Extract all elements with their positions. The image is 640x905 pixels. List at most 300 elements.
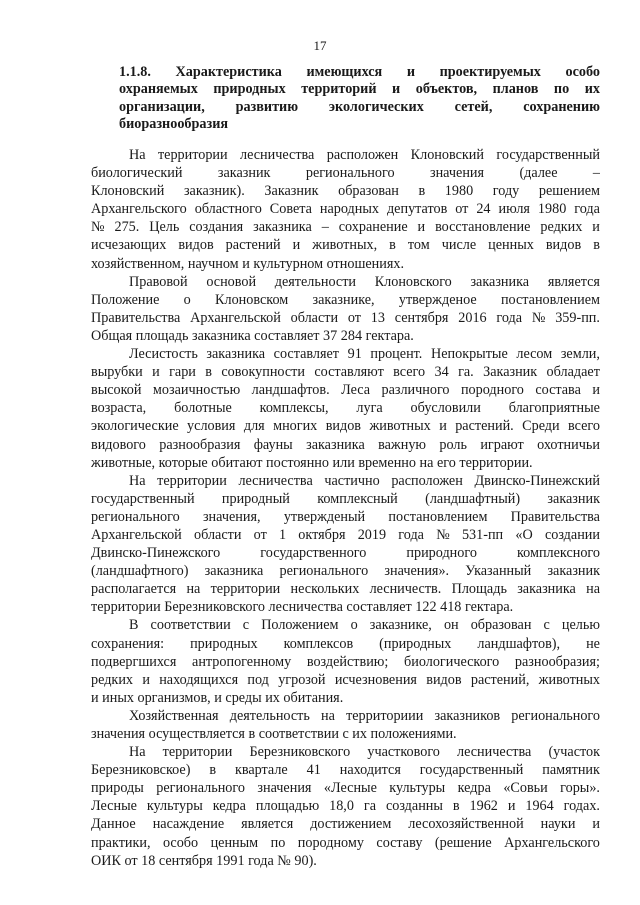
word: практики, (91, 834, 151, 851)
word: значения (429, 165, 485, 182)
word: государственного (260, 545, 367, 562)
word: октября (298, 526, 346, 543)
word: возраста, (91, 400, 147, 417)
word: (далее (519, 165, 558, 182)
word: № (436, 526, 450, 543)
paragraph (91, 616, 600, 706)
word: особо (565, 64, 600, 80)
word: годах. (563, 798, 600, 815)
word: На (129, 147, 146, 163)
word: областного (194, 201, 262, 218)
text-line (91, 761, 600, 779)
word: природного (406, 545, 477, 562)
word: культуры (146, 798, 203, 815)
word: области (290, 309, 339, 326)
word: года (574, 201, 600, 218)
word: лесничества (457, 744, 532, 761)
word: государственный (419, 762, 524, 779)
word: области (194, 526, 242, 543)
word: в (205, 364, 212, 381)
word: Площадь (451, 581, 507, 598)
word: в (418, 183, 426, 200)
text-line (91, 797, 600, 815)
word: ценным (210, 834, 259, 851)
word: Лесистость (129, 346, 198, 363)
word: особо (162, 834, 199, 851)
word: частично (324, 472, 380, 489)
word: значения, (202, 508, 261, 525)
word: 24 (476, 201, 491, 218)
word: Заказник (264, 183, 319, 200)
word: имеющихся (306, 64, 383, 80)
word: природный (221, 490, 290, 507)
word: лесничеств. (369, 581, 442, 598)
word: находящихся (159, 671, 239, 688)
word: организации, (119, 98, 205, 115)
word: образован (338, 183, 399, 200)
word: видов (426, 671, 462, 688)
word: разнообразия; (514, 653, 600, 670)
word: июля (498, 201, 530, 218)
word: № (91, 219, 105, 236)
word: горы». (560, 780, 600, 797)
word: видов (325, 418, 362, 435)
text-line (91, 526, 600, 544)
text-line (91, 291, 600, 309)
text-line: и иных организмов, и среды их обитания. (91, 689, 344, 706)
word: с (242, 617, 250, 634)
word: о (183, 291, 191, 308)
word: заказник (547, 490, 600, 507)
word: для (243, 418, 265, 435)
word: от (455, 201, 469, 218)
word: экологических (328, 98, 424, 115)
word: 91 (347, 346, 362, 363)
word: породного (460, 382, 524, 399)
word: Правовой (129, 273, 188, 290)
word: процент. (370, 346, 423, 363)
text-line (91, 472, 600, 490)
word: на (186, 581, 201, 598)
text-line (91, 218, 600, 236)
word: 2016 (458, 309, 487, 326)
paragraph (91, 743, 600, 870)
word: территории (157, 147, 228, 163)
text-line (91, 635, 600, 653)
word: га. (458, 364, 474, 381)
word: видового (91, 436, 146, 453)
text-line (91, 707, 600, 725)
text-line (91, 273, 600, 291)
word: регионального (511, 707, 600, 724)
word: га (363, 798, 376, 815)
word: мозаичностью (152, 382, 241, 399)
word: природных (190, 635, 258, 652)
text-line: значения осуществляется в соответствии с их положениями. (91, 726, 457, 742)
word: заказника (306, 436, 365, 453)
word: является (547, 273, 600, 290)
word: биологического (404, 653, 500, 670)
word: разнообразия (159, 436, 241, 453)
heading-line (119, 81, 600, 98)
word: охотничьи (537, 436, 600, 453)
word: 275. (114, 219, 140, 236)
word: комплексный (317, 490, 398, 507)
word: фауны (253, 436, 293, 453)
paragraph (91, 146, 600, 273)
word: квартале (234, 762, 288, 779)
text-line: животные, которые обитают постоянно или временно на его территории. (91, 454, 533, 471)
word: Архангельской (91, 526, 182, 543)
word: находится (339, 762, 401, 779)
word: Архангельской (190, 309, 281, 326)
text-line (91, 236, 600, 254)
word: Клоновский (91, 183, 165, 200)
word: созданны (385, 798, 443, 815)
word: угрозой (278, 671, 326, 688)
word: года (496, 309, 523, 326)
word: Двинско-Пинежский (474, 472, 600, 489)
word: всего (568, 418, 600, 435)
word: биологический (91, 165, 183, 182)
word: регионального (305, 165, 395, 182)
word: расположен (391, 472, 463, 489)
word: их (584, 81, 600, 98)
word: состава (535, 382, 581, 399)
paragraph (91, 273, 600, 345)
word: территории (162, 744, 233, 761)
word: природных (213, 81, 286, 98)
word: и (439, 418, 447, 435)
word: Клоновского (374, 273, 452, 290)
word: от (347, 309, 361, 326)
text-line (91, 436, 600, 454)
word: Березниковское) (91, 762, 191, 779)
word: Среди (522, 418, 560, 435)
word: науки (540, 816, 576, 833)
word: лесом (516, 346, 553, 363)
paragraph (91, 472, 600, 617)
paragraph (91, 707, 600, 743)
word: постановлением (500, 291, 600, 308)
word: лесохозяйственной (408, 816, 524, 833)
word: всего (393, 364, 426, 381)
word: (природных (379, 635, 452, 652)
word: Правительства (91, 309, 181, 326)
word: соответствии (150, 617, 231, 634)
word: 1962 (469, 798, 498, 815)
word: и (142, 671, 150, 688)
word: № (531, 309, 546, 326)
text-line (91, 653, 600, 671)
word: Архангельского (91, 201, 187, 218)
word: 2019 (357, 526, 387, 543)
word: на (321, 707, 335, 724)
word: в (593, 237, 600, 254)
word: числе (441, 237, 477, 254)
word: территорий (301, 81, 377, 98)
word: Лесные (91, 798, 137, 815)
word: сентября (394, 309, 449, 326)
word: экологические (91, 418, 179, 435)
word: и (592, 219, 600, 236)
word: Архангельского (504, 834, 600, 851)
word: комплексов (283, 635, 354, 652)
word: (ландшафтный) (425, 490, 521, 507)
word: заказник (547, 563, 600, 580)
word: нескольких (290, 581, 360, 598)
heading-line: биоразнообразия (119, 115, 229, 132)
word: не (586, 635, 600, 652)
word: Совета (269, 201, 312, 218)
word: и (592, 382, 600, 399)
word: о (350, 617, 358, 634)
word: заказник (217, 165, 271, 182)
word: на (586, 581, 600, 598)
text-line (91, 164, 600, 182)
word: редких (91, 671, 134, 688)
word: Указанный (465, 563, 532, 580)
word: том (407, 237, 430, 254)
text-line (91, 616, 600, 634)
word: площадью (255, 798, 320, 815)
word: обладает (546, 364, 600, 381)
text-line (91, 146, 600, 164)
word: территориии (346, 707, 424, 724)
word: ценных (488, 237, 534, 254)
word: заказнике, (312, 291, 375, 308)
text-line (91, 743, 600, 761)
word: многих (273, 418, 318, 435)
word: Двинско-Пинежского (91, 545, 221, 562)
word: году (492, 183, 520, 200)
word: животных, (312, 237, 378, 254)
word: территории (210, 581, 281, 598)
word: видов (178, 237, 214, 254)
text-line (91, 508, 600, 526)
word: ландшафтов. (251, 382, 330, 399)
word: сохранение (338, 219, 408, 236)
text-line (91, 544, 600, 562)
text-line (91, 200, 600, 218)
word: – (592, 165, 600, 182)
word: сетей, (454, 98, 493, 115)
text-line (91, 580, 600, 598)
text-line (91, 309, 600, 327)
word: располагается (91, 581, 177, 598)
word: заказника (470, 273, 530, 290)
word: с (543, 617, 550, 634)
text-line (91, 399, 600, 417)
word: памятник (542, 762, 600, 779)
word: решением (538, 183, 600, 200)
word: животных (538, 671, 600, 688)
word: высокой (91, 382, 142, 399)
word: исчезновения (334, 671, 417, 688)
word: комплексы, (259, 400, 329, 417)
word: 359-пп. (555, 309, 600, 326)
word: планов (492, 81, 539, 98)
word: земли, (560, 346, 600, 363)
word: и (152, 364, 160, 381)
word: 18,0 (329, 798, 354, 815)
word: объектов, (415, 81, 478, 98)
word: регионального (91, 508, 180, 525)
text-line (91, 417, 600, 435)
word: условия (187, 418, 236, 435)
word: насаждение (152, 816, 225, 833)
word: в (452, 798, 460, 815)
word: «Совьи (503, 780, 548, 797)
word: и (406, 64, 416, 80)
text-line: территории Березниковского лесничества составляет 122 418 гектара. (91, 599, 514, 616)
word: редких (540, 219, 583, 236)
document-body (91, 146, 600, 870)
word: Цель (149, 219, 180, 236)
word: создания (189, 219, 244, 236)
word: животных (369, 418, 431, 435)
word: Заказник (483, 364, 538, 381)
word: заказнике, (369, 617, 432, 634)
word: сохранения: (91, 635, 165, 652)
word: вырубки (91, 364, 143, 381)
word: года (398, 526, 424, 543)
word: роль (439, 436, 467, 453)
word: заказника (517, 581, 576, 598)
word: (решение (434, 834, 492, 851)
word: антропогенному (192, 653, 292, 670)
word: составу (376, 834, 423, 851)
text-line: Общая площадь заказника составляет 37 284 гектара. (91, 327, 414, 344)
word: значения (257, 780, 312, 797)
word: и (507, 798, 516, 815)
word: сохранению (523, 98, 600, 115)
word: Клоновский (410, 147, 484, 163)
word: – (321, 219, 329, 236)
word: 1 (278, 526, 287, 543)
word: Леса (341, 382, 371, 399)
word: Характеристика (175, 64, 282, 80)
word: значения». (384, 563, 450, 580)
word: видов (545, 237, 582, 254)
word: 1980 (537, 201, 567, 218)
word: гари (169, 364, 196, 381)
word: народных (319, 201, 379, 218)
word: и (392, 81, 401, 98)
word: В (129, 617, 139, 634)
word: Березниковского (249, 744, 351, 761)
word: играют (480, 436, 524, 453)
word: утвержденый (283, 508, 366, 525)
word: На (129, 744, 146, 761)
word: 1.1.8. (119, 64, 151, 80)
word: луга (356, 400, 383, 417)
word: является (241, 816, 294, 833)
word: растений, (470, 671, 530, 688)
section-heading (119, 64, 600, 133)
word: заказника (206, 346, 266, 363)
heading-line (119, 64, 600, 81)
page-number: 17 (313, 38, 327, 53)
word: обусловили (410, 400, 481, 417)
word: утвержденое (398, 291, 477, 308)
word: Положением (261, 617, 339, 634)
word: заказников (434, 707, 501, 724)
word: регионального (279, 563, 369, 580)
word: исчезающих (91, 237, 167, 254)
word: Хозяйственная (129, 707, 219, 724)
word: «О (515, 526, 533, 543)
word: и (417, 219, 426, 236)
paragraph (91, 345, 600, 472)
word: растений (225, 237, 281, 254)
text-line (91, 345, 600, 363)
text-line (91, 779, 600, 797)
text-line (91, 363, 600, 381)
word: природы (91, 780, 144, 797)
word: «Лесные (323, 780, 377, 797)
word: в (389, 237, 396, 254)
word: растений. (455, 418, 514, 435)
word: Данное (91, 816, 136, 833)
word: составляет (273, 346, 339, 363)
word: развитию (235, 98, 299, 115)
word: государственный (91, 490, 195, 507)
word: государственный (496, 147, 600, 163)
word: культуры (389, 780, 446, 797)
word: деятельность (229, 707, 310, 724)
word: заказник). (183, 183, 245, 200)
word: и (592, 816, 600, 833)
word: достижением (310, 816, 392, 833)
word: совокупности (221, 364, 305, 381)
word: комплексного (516, 545, 600, 562)
word: кедра (457, 780, 491, 797)
text-line (91, 815, 600, 833)
heading-line (119, 99, 600, 116)
word: Клоновском (215, 291, 289, 308)
text-line (91, 182, 600, 200)
word: он (443, 617, 459, 634)
word: расположен (326, 147, 399, 163)
word: На (129, 472, 146, 489)
word: 13 (370, 309, 385, 326)
word: проектируемых (439, 64, 541, 80)
text-line: хозяйственном, научном и культурном отношениях. (91, 255, 405, 272)
text-line (91, 490, 600, 508)
word: охраняемых (119, 81, 198, 98)
word: 34 (434, 364, 449, 381)
word: заказника (253, 219, 312, 236)
word: лесничества (240, 147, 315, 163)
text-line: ОИК от 18 сентября 1991 года № 90). (91, 852, 317, 869)
text-line (91, 671, 600, 689)
word: создании (544, 526, 600, 543)
word: образован (470, 617, 532, 634)
text-line (91, 381, 600, 399)
word: и (292, 237, 301, 254)
word: 531-пп (461, 526, 504, 543)
word: деятельности (274, 273, 356, 290)
word: составляют (314, 364, 384, 381)
word: основой (206, 273, 257, 290)
word: восстановление (435, 219, 531, 236)
word: Положение (91, 291, 160, 308)
word: Непокрытые (430, 346, 508, 363)
word: в (209, 762, 217, 779)
word: под (247, 671, 269, 688)
word: по (270, 834, 286, 851)
